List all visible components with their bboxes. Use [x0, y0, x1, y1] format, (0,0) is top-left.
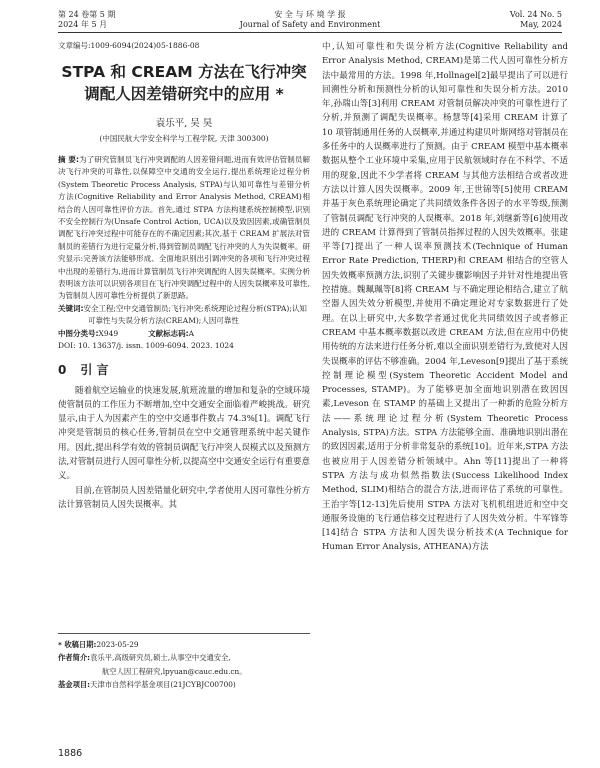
section-heading: [58, 361, 310, 378]
article-number: 文章编号:1009-6094(2024)05-1886-08: [58, 41, 200, 50]
footnote-author-cont: 航空人因工程研究,lpyuan@cauc.edu.cn。: [102, 666, 247, 676]
affiliation: (中国民航大学安全科学与工程学院, 天津 300300): [99, 134, 269, 143]
keywords: [58, 303, 310, 328]
intro-paragraph-1: 随着航空运输业的快速发展,航班流量的增加和复杂的空域环境使管制员的工作压力不断增加,空中交通安全面临着严峻挑战。研究显示,由于人为因素产生的空中交通事件数占 74.3%[1]。调配飞行冲突是管制员的核心任务,管制员在空中交通管理系统中起关键作用。因此,提出科学有效的管制员调配飞行冲突人误模式以及预测方法,对管制员进行人因可靠性分析,以提高空中交通安全运行有重要意义。: [58, 385, 310, 482]
keywords-text: 安全工程;空中交通管制员;飞行冲突;系统理论过程分析(STPA);认知可靠性与失误分析方法(CREAM);人因可靠性: [83, 303, 307, 326]
title-line-1: STPA 和 CREAM 方法在飞行冲突: [61, 63, 307, 81]
header-center: [58, 10, 562, 30]
doc-code-value: A: [188, 328, 195, 338]
journal-name-en: Journal of Safety and Environment: [239, 20, 381, 29]
abstract-label: 摘 要:: [58, 155, 79, 164]
volume-label: Vol. 24 No. 5: [509, 10, 562, 19]
right-paragraph: 中,认知可靠性和失误分析方法(Cognitive Reliability and Error Analysis Method, CREAM)是第二代人因可靠性分析方法中最常用的方法。1998 年,Hollnagel[2]最早提出了可以进行回溯性分析和预测性分析的认知可靠性和失误分析方法。2010 年,孙瑞山等[3]利用 CREAM 对管制员解决冲突的可靠性进行了分析,并预测了调配失误概率。杨慧等[4]采用 CREAM 计算了 10 项管制通用任务的人误概率,并通过构建贝叶斯网络对管制员在多任务中的人误概率进行了预测。由于 CREAM 模型中基本概率数据从整个工业环境中采集,应用于民航领域时存在不科学、不适用的现象,因此不少学者将 CREAM 与其他方法相结合或者改进方法以计算人因失误概率。2009 年,王世锦等[5]使用 CREAM 并基于灰色系统理论确定了共同绩效条件各因子的水平等级,预测了管制员调配飞行冲突的人误概率。2018 年,刘继新等[6]使用改进的 CREAM 计算得到了管制员指挥过程的人因失效概率。张建平等[7]提出了一种人误率预测技术(Technique of Human Error Rate Prediction, THERP)和 CREAM 相结合的空管人因失效概率预测方法,识别了关键步骤影响因子并针对性地提出管控措施。魏珮珮等[8]将 CREAM 与不确定理论相结合,建立了航空器人因失效分析模型,并使用不确定理论对专家数据进行了处理。在以上研究中,大多数学者通过优化共同绩效因子或者修正 CREAM 中基本概率数据以改进 CREAM 方法,但在应用中仍使用传统的方法来进行任务分析,难以全面识别差错行为,致使对人因失误概率的评估不够准确。2004 年,Leveson[9]提出了基于系统控制理论模型(System Theoretic Accident Model and Processes, STAMP)。为了能够更加全面地识别潜在致因因素,Leveson 在 STAMP 的基础上又提出了一种新的危险分析方法——系统理论过程分析(System Theoretic Process Analysis, STPA)方法。STPA 方法能够全面、准确地识别出潜在的致因因素,适用于分析非常复杂的系统[10]。近年来,STPA 方法也被应用于人因差错分析领域中。Ahn 等[11]提出了一种将 STPA 方法与成功似然指数法(Success Likelihood Index Method, SLIM)相结合的混合方法,进而评估了系统的可靠性。王治宇等[12-13]先后使用 STPA 方法对飞机机组进近和空中交通服务设施的飞行通信移交过程进行了人因失效分析。牛军锋等[14]结合 STPA 方法和人因失误分析技术(A Technique for Human Error Analysis, ATHEANA)方法: [322, 42, 568, 553]
title-line-2: 调配人因差错研究中的应用 *: [84, 85, 284, 103]
running-header: [58, 10, 562, 33]
section-number: 0: [58, 362, 67, 377]
intro-paragraph-2: 目前,在管制员人因差错量化研究中,学者使用人因可靠性分析方法计算管制员人因失误概率。其: [58, 485, 310, 510]
abstract: [58, 154, 310, 303]
page-number: 1886: [58, 748, 83, 759]
clc-label: 中图分类号:: [58, 328, 99, 338]
issue-label: 第 24 卷第 5 期: [58, 10, 116, 19]
issue-date: 2024 年 5 月: [58, 20, 108, 29]
abstract-text: 为了研究管制员飞行冲突调配的人因差错问题,进而有效评估管制员解决飞行冲突的可靠性,以保障空中交通的安全运行,提出系统理论过程分析(System Theoretic Process Analysis, STPA)与认知可靠性与差错分析方法(Cognitive Reliability and Error Analysis Method, CREAM)相结合的人因可靠性评价方法。首先,通过 STPA 方法构建系统控制模型,识别不安全控制行为(Unsafe Control Action, UCA)以及致因因素,或确管制员调配飞行冲突过程中可能存在的不确定因素;其次,基于 CREAM 扩展法对管制员的差错行为进行定量分析,得到管制员调配飞行冲突的人为失误概率。研究显示:完善该方法能够形成、全面地识别出引调冲突的各项和飞行冲突过程中出现的差错行为,进而计算管制员飞行冲突调配的人因失误概率。实例分析表明该方法可以识别各项目在飞行冲突调配过程中的人因失误概率及可靠性,为管制员人因可靠性分析提供了新思路。: [58, 155, 310, 301]
section-title: 引 言: [80, 362, 109, 377]
footnote-author: 作者简介:袁乐平,高级研究员,硕士,从事空中交通安全,: [58, 653, 231, 663]
right-column: [322, 40, 568, 555]
footnotes: [58, 633, 310, 692]
authors: 袁乐平, 吴 昊: [155, 118, 213, 129]
classification-line: [58, 328, 310, 340]
volume-date: May, 2024: [520, 20, 562, 29]
keywords-label: 关键词:: [58, 303, 84, 313]
doc-code-label: 文献标志码:: [148, 328, 189, 338]
journal-name-cn: 安 全 与 环 境 学 报: [274, 10, 346, 19]
footnote-received: * 收稿日期:2023-05-29: [58, 640, 139, 649]
header-right: [510, 10, 562, 30]
left-column: [58, 40, 310, 512]
footnote-fund: 基金项目:天津市自然科学基金项目(21JCYBJC00700): [58, 680, 236, 690]
clc-value: X949: [98, 328, 119, 338]
doi: DOI: 10. 13637/j. issn. 1009-6094. 2023. 1024: [58, 341, 234, 351]
